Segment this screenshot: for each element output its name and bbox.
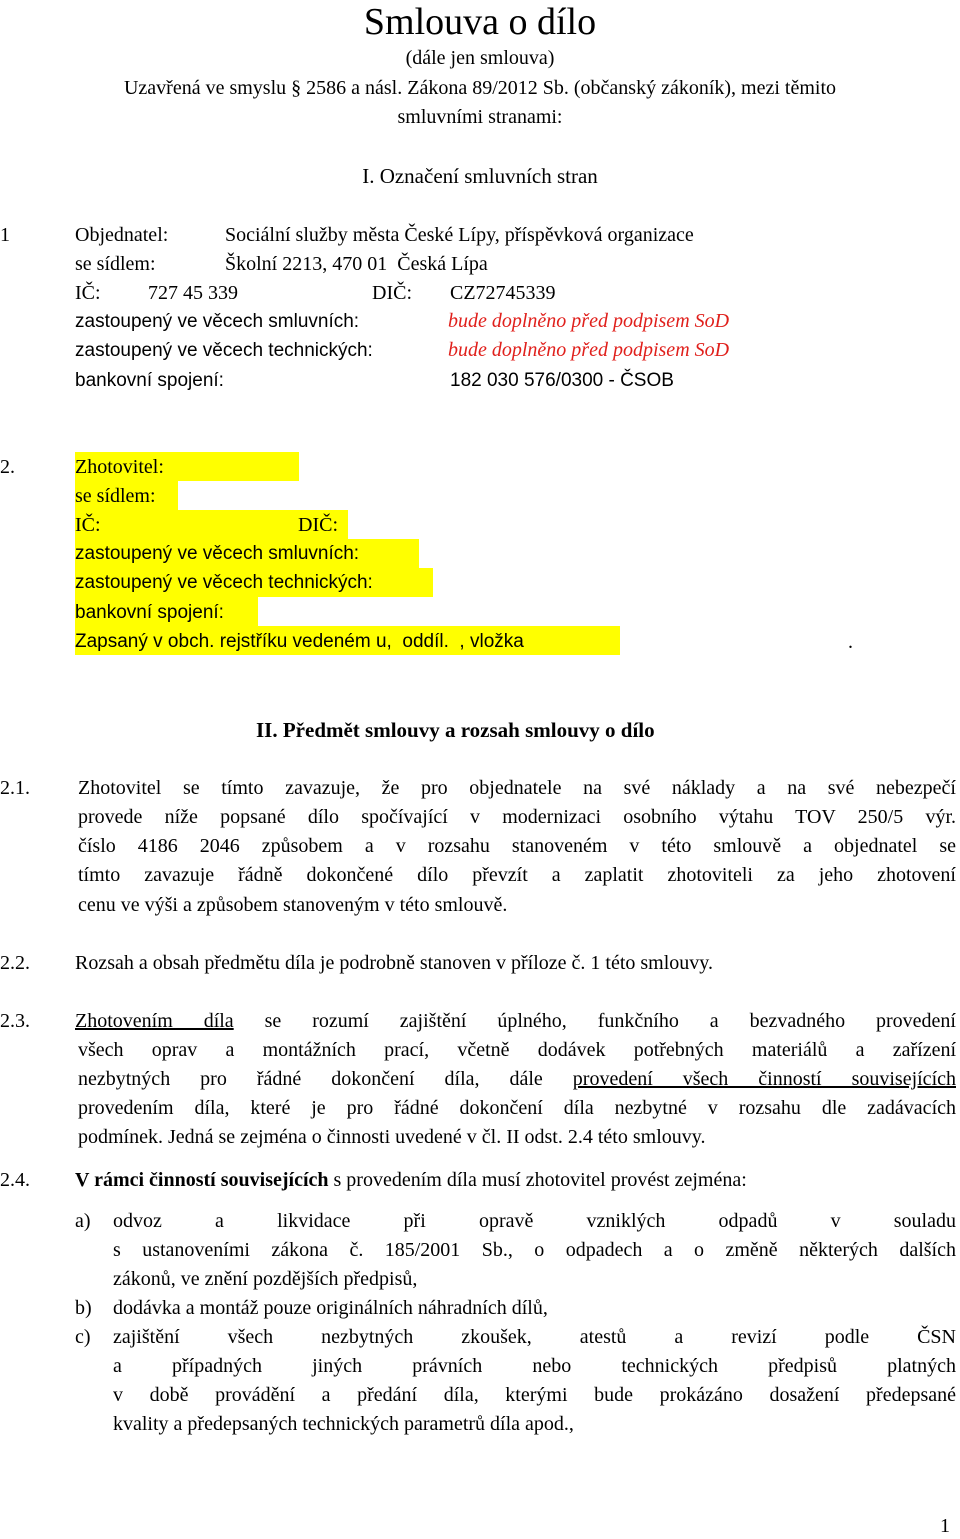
p24-intro-bold: V rámci činností souvisejících — [75, 1169, 329, 1191]
objednatel-dic: CZ72745339 — [450, 282, 556, 304]
p24-item-a-line-2: s ustanoveními zákona č. 185/2001 Sb., o odpadech a o změně některých dalších — [113, 1239, 956, 1261]
objednatel-zast-tech: bude doplněno před podpisem SoD — [448, 339, 730, 361]
zhotovitel-dic-label: DIČ: — [298, 514, 338, 536]
zhotovitel-zast-smluv-label: zastoupený ve věcech smluvních: — [75, 543, 360, 564]
p23-line-1 — [75, 1011, 956, 1031]
p23-line-2: všech oprav a montážních prací, včetně dodávek potřebných materiálů a zařízení — [78, 1039, 956, 1061]
objednatel-number: 1 — [0, 224, 10, 246]
p22-number: 2.2. — [0, 952, 30, 974]
p24-item-a-line-3: zákonů, ve znění pozdějších předpisů, — [113, 1268, 418, 1290]
p23-line-3-pre: nezbytných pro řádné dokončení díla, dále — [78, 1068, 573, 1090]
p23-line-5: podmínek. Jedná se zejména o činnosti uvedené v čl. II odst. 2.4 této smlouvy. — [78, 1126, 706, 1148]
intro-line-2: smluvními stranami: — [397, 106, 563, 128]
zhotovitel-zapsany: Zapsaný v obch. rejstříku vedeném u, oddíl. , vložka — [75, 631, 524, 652]
p24-item-a-label: a) — [75, 1210, 91, 1232]
p23-line-3 — [78, 1069, 956, 1089]
objednatel-ic: 727 45 339 — [148, 282, 238, 304]
p24-item-a-line-1: odvoz a likvidace při opravě vzniklých odpadů v souladu — [113, 1210, 956, 1232]
p24-item-c-line-4: kvality a předepsaných technických parametrů díla apod., — [113, 1413, 574, 1435]
objednatel-bank-label: bankovní spojení: — [75, 370, 224, 391]
zhotovitel-label: Zhotovitel: — [75, 456, 164, 478]
objednatel-sidlem: Školní 2213, 470 01 Česká Lípa — [225, 253, 488, 275]
p24-item-b-label: b) — [75, 1297, 92, 1319]
document-subtitle: (dále jen smlouva) — [405, 47, 555, 69]
objednatel-bank: 182 030 576/0300 - ČSOB — [450, 370, 674, 391]
p21-line-4: tímto zavazuje řádně dokončené dílo převzít a zaplatit zhotoviteli za jeho zhotovení — [78, 864, 956, 886]
zhotovitel-zapsany-dot: . — [848, 631, 853, 653]
objednatel-zast-smluv-label: zastoupený ve věcech smluvních: — [75, 311, 360, 332]
objednatel-sidlem-label: se sídlem: — [75, 253, 156, 275]
p21-number: 2.1. — [0, 777, 30, 799]
p23-line-4: provedením díla, které je pro řádné dokončení díla nezbytné v rozsahu dle zadávacích — [78, 1097, 956, 1119]
p21-line-5: cenu ve výši a způsobem stanoveným v této smlouvě. — [78, 894, 508, 916]
zhotovitel-bank-label: bankovní spojení: — [75, 602, 224, 623]
p23-number: 2.3. — [0, 1010, 30, 1032]
p24-number: 2.4. — [0, 1169, 30, 1191]
p24-item-c-label: c) — [75, 1326, 91, 1348]
page-number: 1 — [940, 1515, 950, 1537]
p23-zhotovenim-dila: Zhotovením díla — [75, 1010, 234, 1032]
p23-line-1-rest: se rozumí zajištění úplného, funkčního a bezvadného provedení — [233, 1010, 956, 1032]
zhotovitel-sidlem-label: se sídlem: — [75, 485, 156, 507]
section-1-heading: I. Označení smluvních stran — [362, 164, 598, 188]
p24-item-c-line-3: v době provádění a předání díla, kterými bude prokázáno dosažení předepsané — [113, 1384, 956, 1406]
zhotovitel-ic-label: IČ: — [75, 514, 101, 536]
p23-provedeni-cinnosti: provedení všech činností souvisejících — [572, 1068, 956, 1090]
p24-item-c-line-2: a případných jiných právních nebo technických předpisů platných — [113, 1355, 956, 1377]
objednatel-zast-smluv: bude doplněno před podpisem SoD — [448, 310, 730, 332]
p24-intro-rest: s provedením díla musí zhotovitel provést zejména: — [328, 1169, 747, 1191]
zhotovitel-number: 2. — [0, 456, 15, 478]
zhotovitel-zast-tech-label: zastoupený ve věcech technických: — [75, 572, 373, 593]
objednatel-zast-tech-label: zastoupený ve věcech technických: — [75, 340, 373, 361]
p21-line-2: provede níže popsané dílo spočívající v modernizaci osobního výtahu TOV 250/5 výr. — [78, 806, 956, 828]
p21-line-1: Zhotovitel se tímto zavazuje, že pro objednatele na své náklady a na své nebezpečí — [78, 777, 956, 799]
p24-intro — [75, 1170, 747, 1190]
section-2-heading: II. Předmět smlouvy a rozsah smlouvy o dílo — [256, 718, 655, 742]
objednatel-label: Objednatel: — [75, 224, 169, 246]
intro-line-1: Uzavřená ve smyslu § 2586 a násl. Zákona 89/2012 Sb. (občanský zákoník), mezi těmito — [123, 77, 837, 99]
p24-item-b-line-1: dodávka a montáž pouze originálních náhradních dílů, — [113, 1297, 548, 1319]
objednatel-name: Sociální služby města České Lípy, příspěvková organizace — [225, 224, 694, 246]
p22-text: Rozsah a obsah předmětu díla je podrobně stanoven v příloze č. 1 této smlouvy. — [75, 952, 713, 974]
objednatel-ic-label: IČ: — [75, 282, 101, 304]
document-title: Smlouva o dílo — [363, 1, 597, 43]
objednatel-dic-label: DIČ: — [372, 282, 412, 304]
p21-line-3: číslo 4186 2046 způsobem a v rozsahu stanoveném v této smlouvě a objednatel se — [78, 835, 956, 857]
p24-item-c-line-1: zajištění všech nezbytných zkoušek, atestů a revizí podle ČSN — [113, 1326, 956, 1348]
